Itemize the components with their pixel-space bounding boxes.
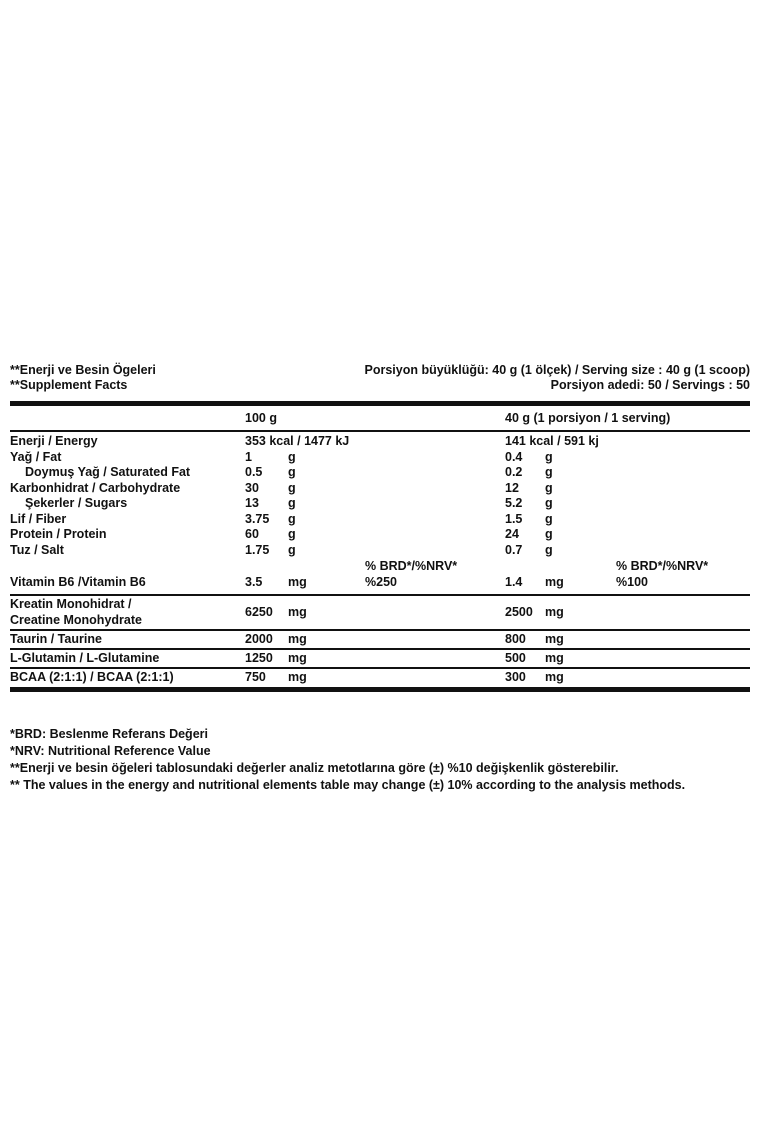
- value-100g: 60: [245, 527, 259, 541]
- column-per-serving: 40 g (1 porsiyon / 1 serving): [505, 411, 671, 425]
- unit-serving: g: [545, 465, 553, 479]
- value-serving: 800: [505, 632, 526, 646]
- note-nrv: *NRV: Nutritional Reference Value: [10, 744, 211, 758]
- nutrient-name: Lif / Fiber: [10, 511, 67, 526]
- column-per-100g: 100 g: [245, 411, 277, 425]
- nutrient-name: Şekerler / Sugars: [25, 496, 128, 510]
- note-tr: **Enerji ve besin öğeleri tablosundaki değerler analiz metotlarına göre (±) %10 değişkenlik gösterebilir.: [10, 761, 619, 775]
- unit-100g: g: [288, 465, 296, 479]
- unit-serving: mg: [545, 605, 564, 619]
- unit-serving: mg: [545, 632, 564, 646]
- value-serving: 5.2: [505, 496, 523, 510]
- value-serving: 0.2: [505, 465, 523, 479]
- facts-header: [10, 363, 750, 399]
- unit-serving: g: [545, 511, 553, 526]
- unit-100g: g: [288, 496, 296, 510]
- unit-serving: mg: [545, 670, 564, 684]
- ingredient-name: Taurin / Taurine: [10, 632, 102, 646]
- servings-count: Porsiyon adedi: 50 / Servings : 50: [550, 378, 750, 392]
- column-header: [10, 406, 750, 430]
- nutrient-rows: [10, 432, 750, 558]
- nrv-100g: %250: [365, 575, 397, 589]
- unit-serving: g: [545, 527, 553, 541]
- table-row: [10, 543, 750, 559]
- nutrient-name: Tuz / Salt: [10, 542, 64, 557]
- table-row: [10, 450, 750, 466]
- nutrient-name: Protein / Protein: [10, 527, 107, 541]
- table-row: [10, 481, 750, 497]
- nutrient-name: Karbonhidrat / Carbohydrate: [10, 480, 181, 495]
- value-100g: 1: [245, 449, 252, 464]
- value-serving: 141 kcal / 591 kj: [505, 434, 599, 448]
- unit-100g: mg: [288, 651, 307, 665]
- unit-100g: g: [288, 511, 296, 526]
- value-100g: 2000: [245, 632, 273, 646]
- table-row: [10, 650, 750, 667]
- unit-100g: mg: [288, 605, 307, 619]
- unit-serving: g: [545, 449, 553, 464]
- table-row: [10, 496, 750, 512]
- ingredient-name-line1: Kreatin Monohidrat /: [10, 597, 132, 611]
- serving-size: Porsiyon büyüklüğü: 40 g (1 ölçek) / Serving size : 40 g (1 scoop): [364, 363, 750, 377]
- value-serving: 300: [505, 670, 526, 684]
- unit-serving: g: [545, 480, 553, 495]
- value-100g: 6250: [245, 605, 273, 619]
- value-100g: 13: [245, 496, 259, 510]
- divider-thick: [10, 687, 750, 692]
- table-row: [10, 669, 750, 686]
- value-serving: 2500: [505, 605, 533, 619]
- unit-100g: mg: [288, 670, 307, 684]
- supplement-facts-panel: [10, 363, 750, 692]
- brd-header-serving: % BRD*/%NRV*: [616, 559, 709, 573]
- nutrient-name: Enerji / Energy: [10, 434, 98, 448]
- value-100g: 0.5: [245, 465, 263, 479]
- unit-100g: mg: [288, 575, 307, 589]
- value-100g: 750: [245, 670, 266, 684]
- unit-100g: mg: [288, 632, 307, 646]
- unit-100g: g: [288, 542, 296, 557]
- value-100g: 353 kcal / 1477 kJ: [245, 434, 350, 448]
- nutrient-name: Yağ / Fat: [10, 449, 62, 464]
- title-tr: **Enerji ve Besin Ögeleri: [10, 363, 156, 377]
- value-serving: 1.5: [505, 511, 523, 526]
- brd-header-100g: % BRD*/%NRV*: [365, 559, 458, 573]
- value-100g: 3.5: [245, 575, 263, 589]
- value-100g: 3.75: [245, 511, 270, 526]
- table-row: [10, 512, 750, 528]
- unit-100g: g: [288, 527, 296, 541]
- value-serving: 500: [505, 651, 526, 665]
- table-row: [10, 465, 750, 481]
- value-serving: 0.7: [505, 542, 523, 557]
- unit-serving: mg: [545, 575, 564, 589]
- note-brd: *BRD: Beslenme Referans Değeri: [10, 727, 208, 741]
- table-row: [10, 596, 750, 629]
- table-row: [10, 527, 750, 543]
- ingredient-name-line2: Creatine Monohydrate: [10, 613, 142, 627]
- nutrient-name: Doymuş Yağ / Saturated Fat: [25, 465, 191, 479]
- nrv-serving: %100: [616, 575, 648, 589]
- footnotes: [10, 726, 750, 794]
- table-row: [10, 434, 750, 450]
- unit-100g: g: [288, 480, 296, 495]
- value-serving: 24: [505, 527, 519, 541]
- unit-serving: g: [545, 496, 553, 510]
- vitamin-row: [10, 558, 750, 590]
- ingredient-name: L-Glutamin / L-Glutamine: [10, 651, 160, 665]
- unit-serving: g: [545, 542, 553, 557]
- value-serving: 1.4: [505, 575, 523, 589]
- ingredient-name: BCAA (2:1:1) / BCAA (2:1:1): [10, 670, 174, 684]
- unit-serving: mg: [545, 651, 564, 665]
- vitamin-name: Vitamin B6 /Vitamin B6: [10, 575, 146, 589]
- value-serving: 12: [505, 480, 519, 495]
- value-100g: 1250: [245, 651, 273, 665]
- title-en: **Supplement Facts: [10, 378, 128, 392]
- value-100g: 1.75: [245, 542, 270, 557]
- unit-100g: g: [288, 449, 296, 464]
- table-row: [10, 631, 750, 648]
- value-serving: 0.4: [505, 449, 523, 464]
- value-100g: 30: [245, 480, 259, 495]
- note-en: ** The values in the energy and nutritional elements table may change (±) 10% according to the analysis methods.: [10, 778, 686, 792]
